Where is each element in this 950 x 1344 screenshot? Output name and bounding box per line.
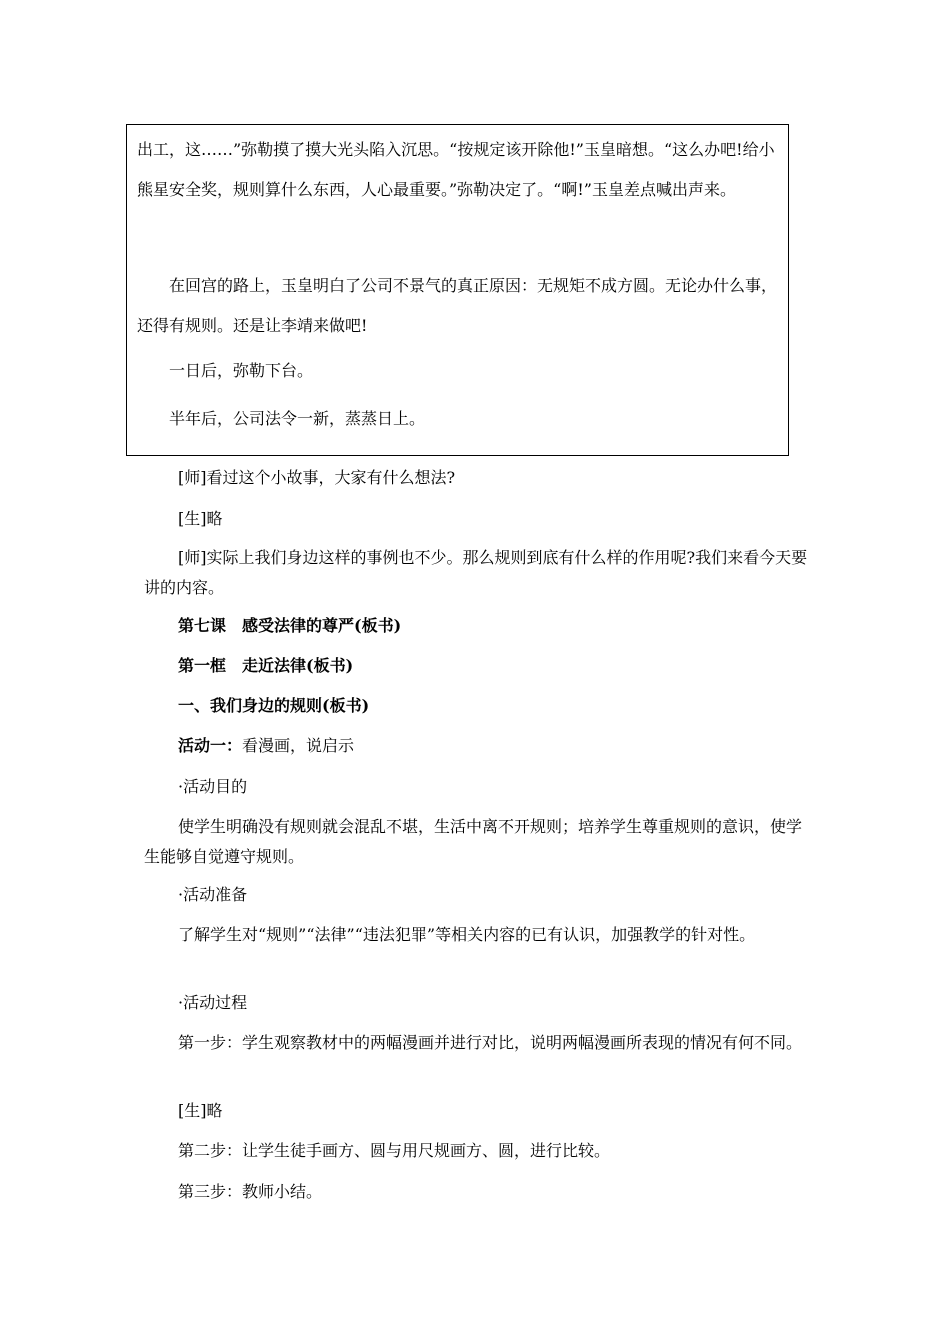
prep-heading: ·活动准备: [178, 885, 248, 904]
story-paragraph: 半年后，公司法令一新，蒸蒸日上。: [169, 409, 426, 428]
process-heading: ·活动过程: [178, 993, 248, 1012]
story-box: [126, 124, 789, 456]
teacher-question: [师]看过这个小故事，大家有什么想法?: [178, 468, 456, 487]
lesson-title: 第七课 感受法律的尊严(板书): [178, 616, 402, 635]
story-paragraph: 出工，这……”弥勒摸了摸大光头陷入沉思。“按规定该开除他!”玉皇暗想。“这么办吧!给小熊星安全奖，规则算什么东西，人心最重要。”弥勒决定了。“啊!”玉皇差点喊出声来。: [137, 140, 775, 199]
frame-title: 第一框 走近法律(板书): [178, 656, 354, 675]
step-one: 第一步：学生观察教材中的两幅漫画并进行对比，说明两幅漫画所表现的情况有何不同。: [178, 1033, 803, 1052]
teacher-question: [师]实际上我们身边这样的事例也不少。那么规则到底有什么样的作用呢?我们来看今天要讲的内容。: [144, 548, 808, 597]
story-paragraph: 一日后，弥勒下台。: [169, 361, 314, 380]
step-three: 第三步：教师小结。: [178, 1182, 323, 1201]
activity-label: 活动一：: [178, 736, 243, 755]
student-answer: [生]略: [178, 509, 223, 528]
section-title: 一、我们身边的规则(板书): [178, 696, 370, 715]
activity-text: 看漫画，说启示: [242, 736, 355, 755]
step-two: 第二步：让学生徒手画方、圆与用尺规画方、圆，进行比较。: [178, 1141, 611, 1160]
student-answer: [生]略: [178, 1101, 223, 1120]
purpose-heading: ·活动目的: [178, 777, 248, 796]
story-paragraph: 在回宫的路上，玉皇明白了公司不景气的真正原因：无规矩不成方圆。无论办什么事，还得有规则。还是让李靖来做吧!: [137, 276, 778, 335]
activity-line: [144, 731, 808, 761]
purpose-text: 使学生明确没有规则就会混乱不堪，生活中离不开规则；培养学生尊重规则的意识，使学生能够自觉遵守规则。: [144, 817, 803, 866]
prep-text: 了解学生对“规则”“法律”“违法犯罪”等相关内容的已有认识，加强教学的针对性。: [178, 925, 756, 944]
